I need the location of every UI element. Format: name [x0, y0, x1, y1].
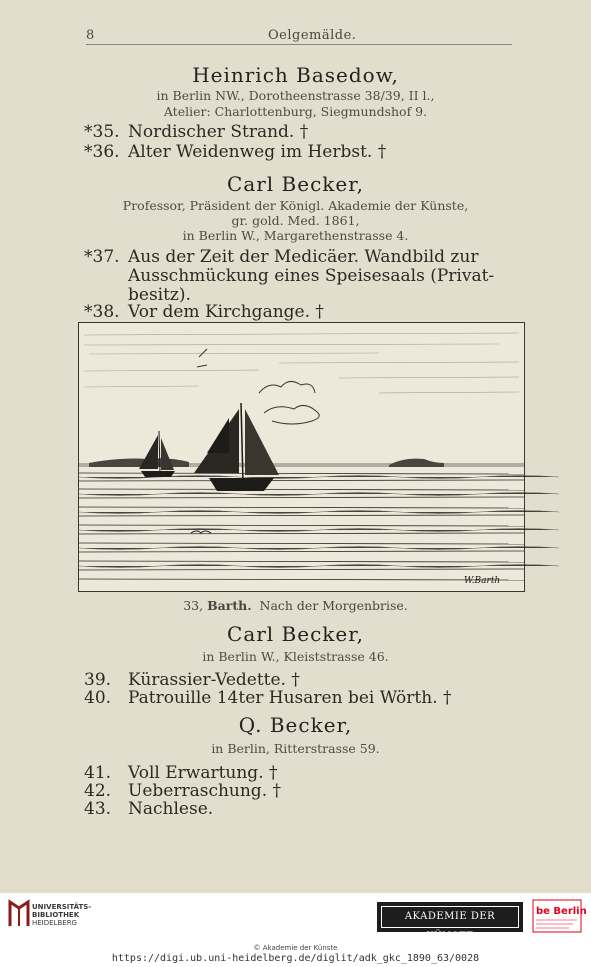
- entry-title: Vor dem Kirchgange. †: [128, 302, 324, 322]
- header-rule: [86, 44, 512, 45]
- catalog-entry: [84, 123, 308, 142]
- artist-address: Atelier: Charlottenburg, Siegmundshof 9.: [163, 104, 428, 119]
- artist-address: in Berlin, Ritterstrasse 59.: [211, 741, 380, 756]
- entry-number: 43.: [84, 799, 112, 819]
- entry-title: Nordischer Strand. †: [128, 122, 309, 142]
- artist-name: Carl Becker,: [227, 172, 364, 196]
- catalog-entry: [84, 143, 386, 162]
- page-number: 8: [86, 28, 95, 43]
- entry-number: 41.: [84, 763, 112, 783]
- artist-address: Professor, Präsident der Königl. Akademie der Künste,: [122, 198, 469, 213]
- artist-name: Q. Becker,: [238, 713, 353, 737]
- seascape-illustration: [78, 322, 525, 592]
- caption-artist: Barth.: [207, 598, 252, 613]
- catalog-entry: [84, 800, 213, 819]
- be-berlin-logo-icon[interactable]: [533, 900, 587, 932]
- entry-number: *35.: [84, 122, 120, 142]
- artist-name: Carl Becker,: [227, 622, 364, 646]
- entry-title: Patrouille 14ter Husaren bei Wörth. †: [128, 688, 452, 708]
- caption-title: Nach der Morgenbrise.: [259, 598, 408, 613]
- library-line: BIBLIOTHEK: [32, 911, 80, 919]
- entry-continuation: Ausschmückung eines Speisesaals (Privat-: [128, 266, 495, 286]
- artist-address: in Berlin W., Kleiststrasse 46.: [202, 649, 389, 664]
- illustration-caption: [0, 598, 591, 613]
- be-berlin-logo-text: be Berlin: [536, 906, 587, 917]
- academy-logo-text: AKADEMIE DER KÜNSTE: [381, 906, 519, 928]
- artist-address: gr. gold. Med. 1861,: [231, 213, 360, 228]
- entry-number: 42.: [84, 781, 112, 801]
- entry-number: *38.: [84, 302, 120, 322]
- artist-signature: W.Barth: [464, 576, 501, 586]
- entry-number: 40.: [84, 688, 112, 708]
- copyright-notice: © Akademie der Künste: [253, 944, 338, 952]
- catalog-entry: [84, 689, 452, 708]
- running-title: Oelgemälde.: [268, 28, 357, 43]
- entry-number: *37.: [84, 247, 120, 267]
- catalog-entry: [84, 303, 324, 322]
- artist-name: Heinrich Basedow,: [192, 63, 399, 87]
- entry-number: *36.: [84, 142, 120, 162]
- library-line: UNIVERSITÄTS-: [32, 903, 92, 911]
- entry-title: Voll Erwartung. †: [128, 763, 278, 783]
- entry-number: 39.: [84, 670, 112, 690]
- entry-title: Alter Weidenweg im Herbst. †: [128, 142, 387, 162]
- library-line: HEIDELBERG: [32, 919, 77, 927]
- library-name[interactable]: [32, 903, 91, 927]
- artist-address: in Berlin W., Margarethenstrasse 4.: [182, 228, 409, 243]
- entry-title: Ueberraschung. †: [128, 781, 281, 801]
- entry-continuation: besitz).: [128, 285, 191, 305]
- entry-title: Kürassier-Vedette. †: [128, 670, 300, 690]
- academy-logo[interactable]: [377, 902, 523, 942]
- sailboats-sketch: [79, 323, 524, 591]
- catalog-entry: [84, 248, 478, 267]
- library-logo-icon[interactable]: [8, 898, 30, 928]
- artist-address: in Berlin NW., Dorotheenstrasse 38/39, II l.,: [156, 88, 435, 103]
- caption-number: 33,: [183, 598, 204, 613]
- entry-title: Nachlese.: [128, 799, 214, 819]
- entry-title: Aus der Zeit der Medicäer. Wandbild zur: [128, 247, 479, 267]
- permalink-url[interactable]: https://digi.ub.uni-heidelberg.de/diglit/adk_gkc_1890_63/0028: [111, 953, 480, 964]
